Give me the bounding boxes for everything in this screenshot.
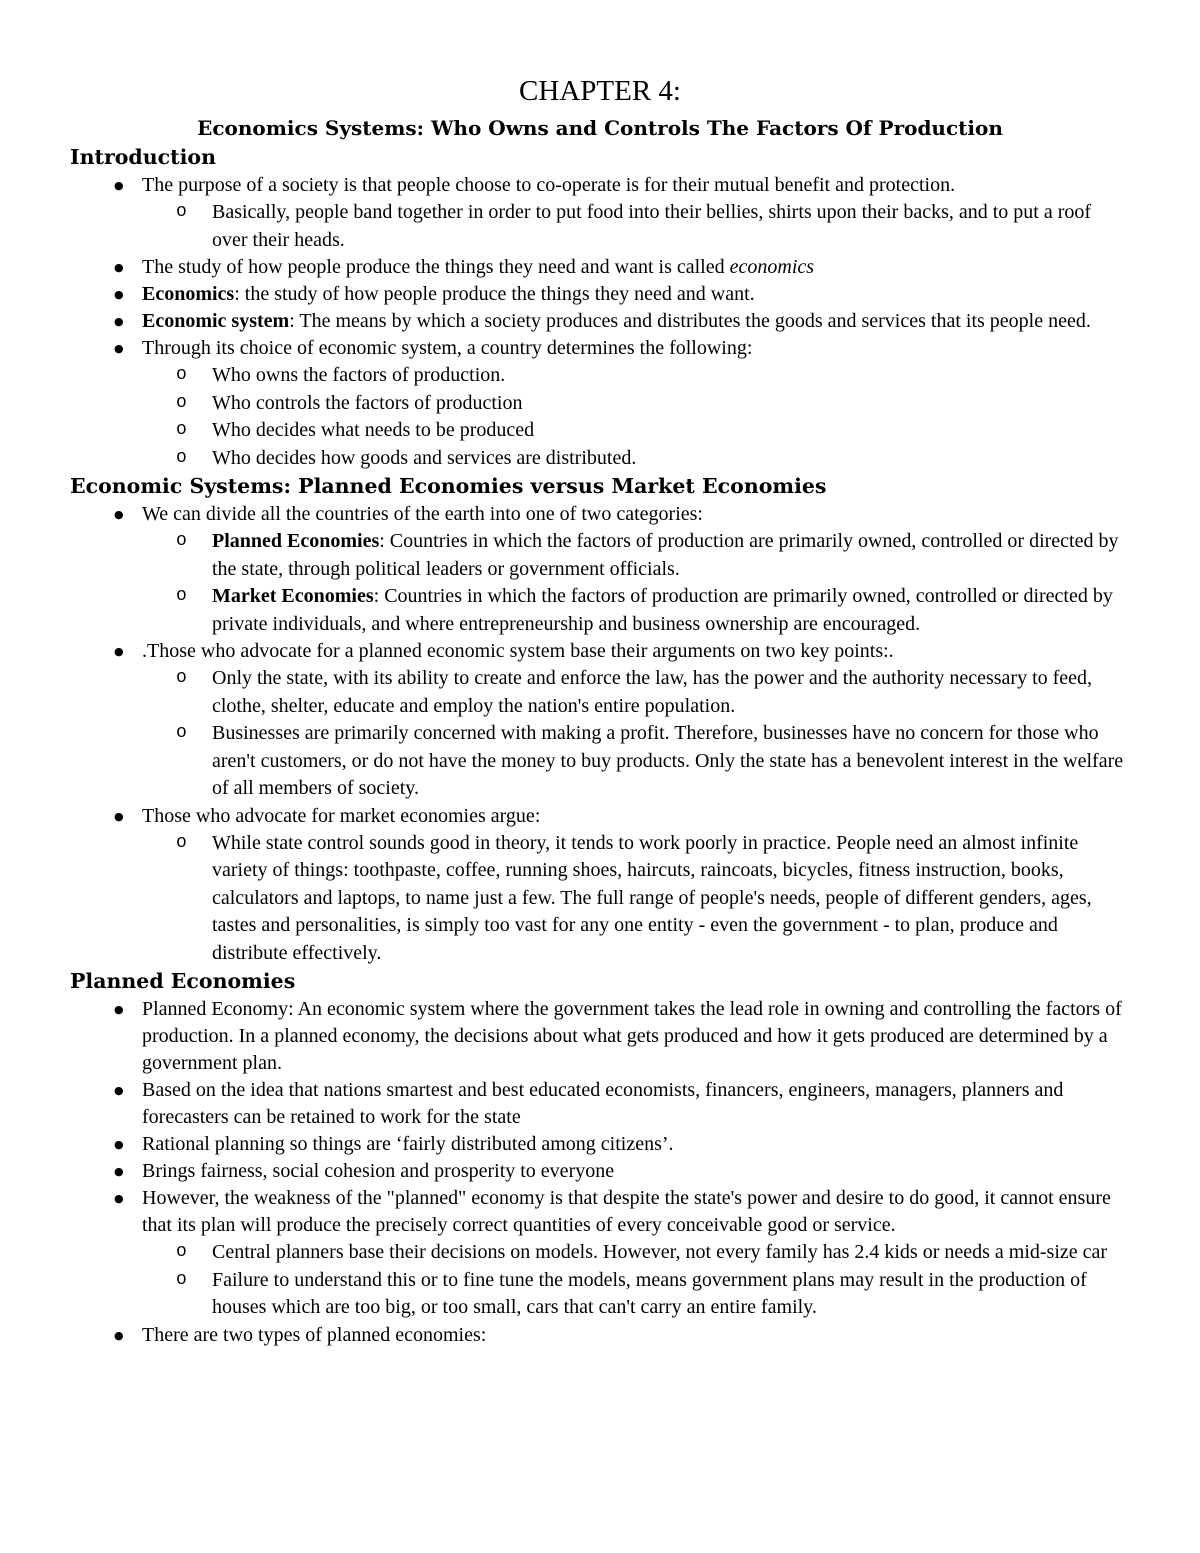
list-item: ● There are two types of planned economies: bbox=[70, 1322, 1130, 1349]
sub-list-item: o Who controls the factors of production bbox=[70, 390, 1130, 418]
sub-list-item: o Only the state, with its ability to create and enforce the law, has the power and the authority necessary to feed, clothe, shelter, educate and employ the nation's entire population. bbox=[70, 665, 1130, 720]
list-item: ● However, the weakness of the "planned" economy is that despite the state's power and desire to do good, it cannot ensure that its plan will produce the precisely correct quantities of every conceivable good or service. bbox=[70, 1185, 1130, 1239]
sub-list-item bbox=[70, 583, 1130, 638]
sub-list-item: o Who decides how goods and services are distributed. bbox=[70, 445, 1130, 473]
term: Planned Economies bbox=[212, 530, 380, 552]
list-item: ● Planned Economy: An economic system where the government takes the lead role in owning and controlling the factors of production. In a planned economy, the decisions about what gets produced and how it gets produced are determined by a government plan. bbox=[70, 996, 1130, 1077]
definition: : Countries in which the factors of production are primarily owned, controlled or directed by the state, through political leaders or government officials. bbox=[212, 530, 1119, 580]
chapter-subtitle: Economics Systems: Who Owns and Controls The Factors Of Production bbox=[197, 116, 1003, 140]
item-text: The study of how people produce the things they need and want is called bbox=[142, 256, 730, 278]
list-item: ● Those who advocate for market economies argue: bbox=[70, 803, 1130, 830]
item-emphasis: economics bbox=[729, 256, 815, 278]
section-heading-planned-economies: Planned Economies bbox=[70, 969, 296, 993]
list-item: ● Rational planning so things are ‘fairly distributed among citizens’. bbox=[70, 1131, 1130, 1158]
intro-list bbox=[70, 172, 1130, 472]
definition: : Countries in which the factors of production are primarily owned, controlled or directed by private individuals, and where entrepreneurship and business ownership are encouraged. bbox=[212, 585, 1113, 635]
list-item bbox=[70, 308, 1130, 335]
systems-list bbox=[70, 501, 1130, 967]
list-item bbox=[70, 254, 1130, 281]
sub-list-item: o While state control sounds good in theory, it tends to work poorly in practice. People need an almost infinite variety of things: toothpaste, coffee, running shoes, haircuts, raincoats, bicycles, fitness instruction, books, calculators and laptops, to name just a few. The full range of people's needs, people of different genders, ages, tastes and personalities, is simply too vast for any one entity - even the government - to plan, produce and distribute effectively. bbox=[70, 830, 1130, 968]
chapter-title: CHAPTER 4: bbox=[519, 75, 681, 107]
section-heading-introduction: Introduction bbox=[70, 145, 216, 169]
list-item: ● Based on the idea that nations smartest and best educated economists, financers, engineers, managers, planners and forecasters can be retained to work for the state bbox=[70, 1077, 1130, 1131]
term: Market Economies bbox=[212, 585, 374, 607]
sub-list-item: o Failure to understand this or to fine tune the models, means government plans may result in the production of houses which are too big, or too small, cars that can't carry an entire family. bbox=[70, 1267, 1130, 1322]
definition: : the study of how people produce the things they need and want. bbox=[234, 283, 755, 305]
list-item: ● Brings fairness, social cohesion and prosperity to everyone bbox=[70, 1158, 1130, 1185]
list-item bbox=[70, 281, 1130, 308]
planned-list bbox=[70, 996, 1130, 1349]
list-item: ● .Those who advocate for a planned economic system base their arguments on two key points:. bbox=[70, 638, 1130, 665]
list-item: ● We can divide all the countries of the earth into one of two categories: bbox=[70, 501, 1130, 528]
term: Economic system bbox=[142, 310, 290, 332]
sub-list-item: o Businesses are primarily concerned with making a profit. Therefore, businesses have no concern for those who aren't customers, or do not have the money to buy products. Only the state has a benevolent interest in the welfare of all members of society. bbox=[70, 720, 1130, 803]
sub-list-item: o Who decides what needs to be produced bbox=[70, 417, 1130, 445]
list-item: ● Through its choice of economic system, a country determines the following: bbox=[70, 335, 1130, 362]
term: Economics bbox=[142, 283, 235, 305]
sub-list-item: o Central planners base their decisions on models. However, not every family has 2.4 kids or needs a mid-size car bbox=[70, 1239, 1130, 1267]
sub-list-item bbox=[70, 528, 1130, 583]
definition: : The means by which a society produces and distributes the goods and services that its people need. bbox=[289, 310, 1091, 332]
section-heading-economic-systems: Economic Systems: Planned Economies versus Market Economies bbox=[70, 474, 827, 498]
sub-list-item: o Who owns the factors of production. bbox=[70, 362, 1130, 390]
list-item: ● The purpose of a society is that people choose to co-operate is for their mutual benefit and protection. bbox=[70, 172, 1130, 199]
sub-list-item: o Basically, people band together in order to put food into their bellies, shirts upon their backs, and to put a roof over their heads. bbox=[70, 199, 1130, 254]
